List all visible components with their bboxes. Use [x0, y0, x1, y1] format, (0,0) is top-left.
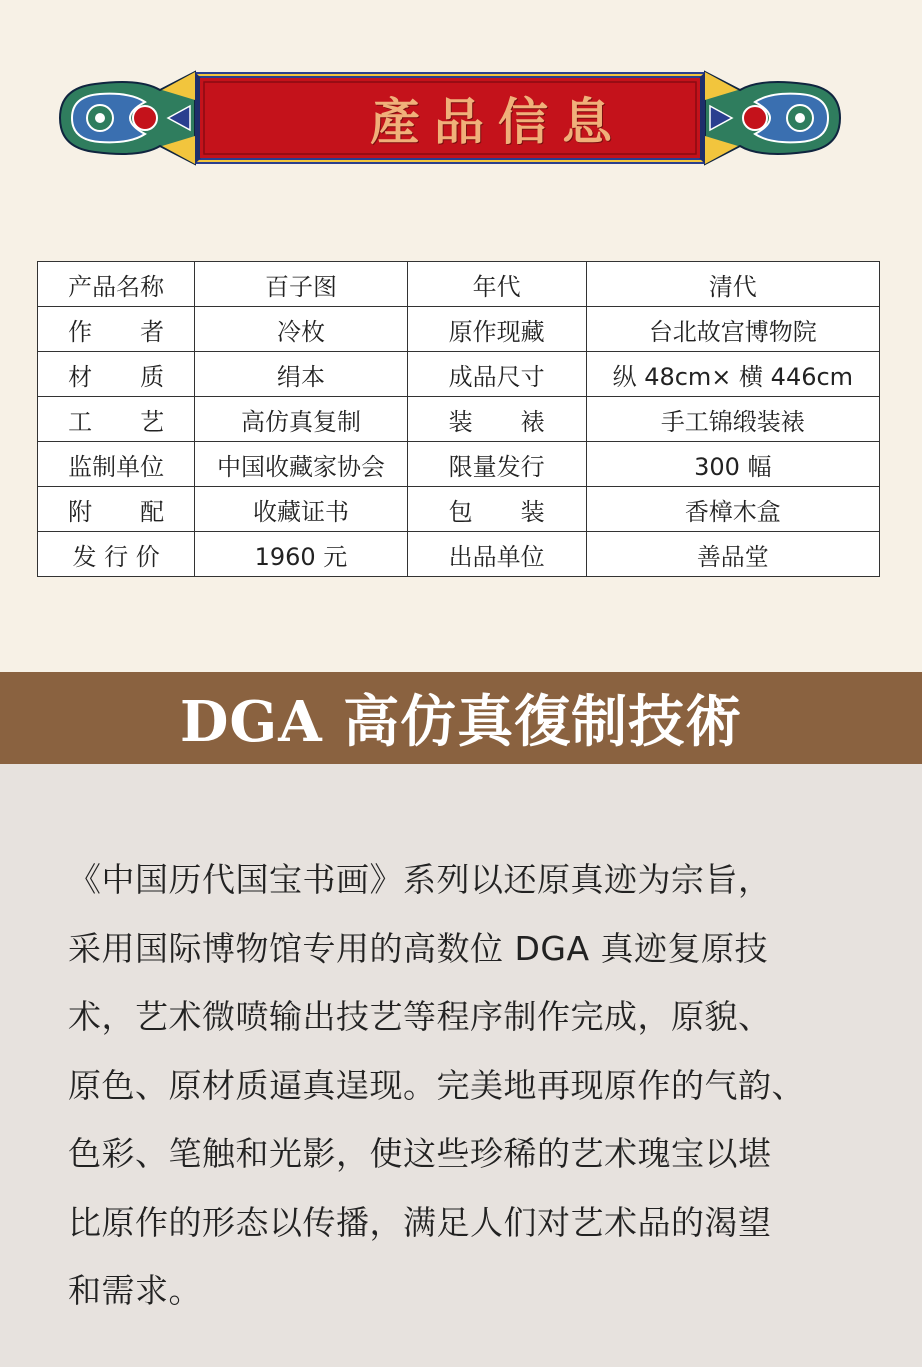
- product-info-section: [0, 0, 922, 672]
- description-line: 原色、原材质逼真逞现。完美地再现原作的气韵、: [68, 1065, 805, 1105]
- description-line: 《中国历代国宝书画》系列以还原真迹为宗旨，: [68, 860, 772, 899]
- table-row: [38, 442, 880, 487]
- table-label-cell: 监制单位: [38, 442, 195, 487]
- table-value-cell: 收藏证书: [195, 487, 407, 532]
- table-value-cell: 纵 48cm× 横 446cm: [586, 352, 879, 397]
- table-row: [38, 307, 880, 352]
- table-value-cell: 300 幅: [586, 442, 879, 487]
- table-label-cell: 工 艺: [38, 397, 195, 442]
- table-value-cell: 中国收藏家协会: [195, 442, 407, 487]
- section-header: [0, 672, 922, 764]
- table-label-cell: 附 配: [38, 487, 195, 532]
- description-line: 采用国际博物馆专用的高数位 DGA 真迹复原技: [68, 928, 769, 968]
- table-value-cell: 手工锦缎装裱: [586, 397, 879, 442]
- table-label-cell: 发 行 价: [38, 532, 195, 577]
- table-row: [38, 487, 880, 532]
- table-value-cell: 绢本: [195, 352, 407, 397]
- table-label-cell: 作 者: [38, 307, 195, 352]
- table-value-cell: 台北故宫博物院: [586, 307, 879, 352]
- table-label-cell: 限量发行: [407, 442, 586, 487]
- table-value-cell: 高仿真复制: [195, 397, 407, 442]
- title-banner: [50, 70, 850, 166]
- description-line: 色彩、笔触和光影，使这些珍稀的艺术瑰宝以堪: [68, 1134, 772, 1173]
- table-label-cell: 成品尺寸: [407, 352, 586, 397]
- description-text: [68, 846, 868, 1326]
- banner-title: 產品信息: [370, 92, 626, 151]
- table-value-cell: 香樟木盒: [586, 487, 879, 532]
- table-row: [38, 352, 880, 397]
- table-value-cell: 百子图: [195, 262, 407, 307]
- table-label-cell: 包 装: [407, 487, 586, 532]
- table-value-cell: 1960 元: [195, 532, 407, 577]
- table-value-cell: 冷枚: [195, 307, 407, 352]
- table-label-cell: 装 裱: [407, 397, 586, 442]
- section-title: DGA 高仿真復制技術: [179, 689, 743, 755]
- table-row: [38, 397, 880, 442]
- description-line: 术，艺术微喷输出技艺等程序制作完成，原貌、: [68, 997, 772, 1036]
- table-label-cell: 原作现藏: [407, 307, 586, 352]
- table-label-cell: 产品名称: [38, 262, 195, 307]
- table-value-cell: 善品堂: [586, 532, 879, 577]
- table-label-cell: 年代: [407, 262, 586, 307]
- description-line: 和需求。: [68, 1271, 202, 1310]
- table-row: [38, 262, 880, 307]
- product-info-table: [37, 261, 880, 577]
- table-row: [38, 532, 880, 577]
- table-label-cell: 出品单位: [407, 532, 586, 577]
- description-line: 比原作的形态以传播，满足人们对艺术品的渴望: [68, 1202, 772, 1242]
- ornament-left-icon: [60, 72, 195, 164]
- description-section: [0, 764, 922, 1367]
- table-label-cell: 材 质: [38, 352, 195, 397]
- table-value-cell: 清代: [586, 262, 879, 307]
